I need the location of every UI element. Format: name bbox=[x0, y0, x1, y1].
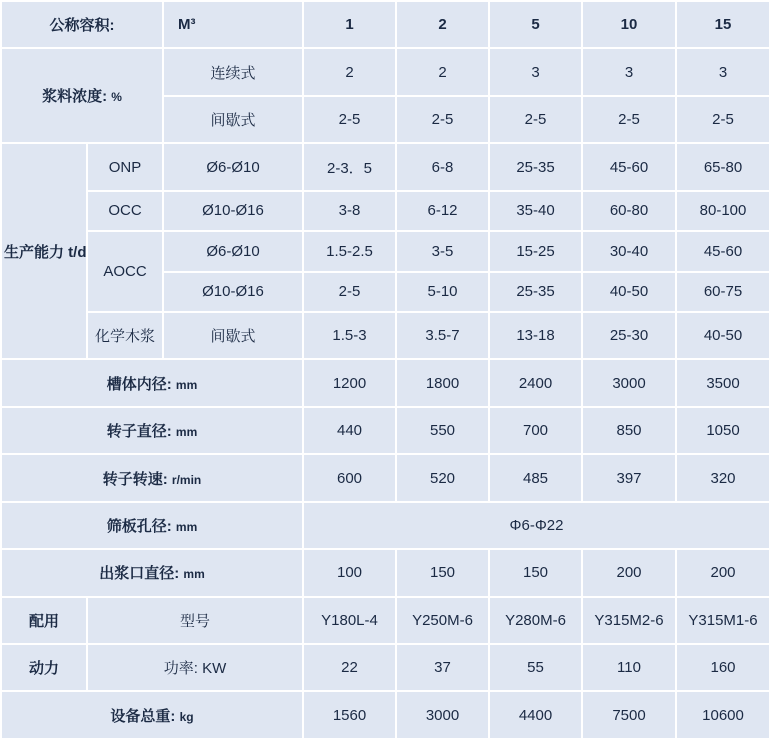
total-weight-v5: 10600 bbox=[676, 691, 769, 739]
pulp-consistency-batch-v1: 2-5 bbox=[303, 96, 396, 143]
capacity-aocc2-v4: 40-50 bbox=[582, 272, 676, 312]
capacity-chem-v5: 40-50 bbox=[676, 312, 769, 359]
capacity-aocc-spec-2: Ø10-Ø16 bbox=[163, 272, 303, 312]
capacity-occ-spec: Ø10-Ø16 bbox=[163, 191, 303, 231]
motor-model-v5: Y315M1-6 bbox=[676, 597, 769, 644]
pulp-outlet-diameter-label-text: 出浆口直径: bbox=[99, 565, 180, 583]
capacity-chem-v2: 3.5-7 bbox=[396, 312, 489, 359]
capacity-chemical-pulp-spec: 间歇式 bbox=[163, 312, 303, 359]
pulp-outlet-diameter-v5: 200 bbox=[676, 549, 769, 596]
capacity-onp-v2: 6-8 bbox=[396, 143, 489, 190]
header-col-15: 15 bbox=[676, 1, 769, 48]
total-weight-v2: 3000 bbox=[396, 691, 489, 739]
rotor-diameter-v3: 700 bbox=[489, 407, 582, 454]
capacity-aocc1-v1: 1.5-2.5 bbox=[303, 231, 396, 271]
rotor-diameter-v5: 1050 bbox=[676, 407, 769, 454]
capacity-onp-spec: Ø6-Ø10 bbox=[163, 143, 303, 190]
capacity-occ-label: OCC bbox=[87, 191, 163, 231]
rotor-speed-unit: r/min bbox=[171, 472, 202, 487]
capacity-chem-v3: 13-18 bbox=[489, 312, 582, 359]
pulp-consistency-label bbox=[1, 48, 163, 143]
pulp-consistency-continuous-label: 连续式 bbox=[163, 48, 303, 95]
table-row bbox=[1, 502, 769, 549]
pulp-consistency-unit: % bbox=[111, 90, 122, 105]
table-row bbox=[1, 48, 769, 95]
capacity-onp-v1: 2-3．5 bbox=[303, 143, 396, 190]
capacity-aocc1-v5: 45-60 bbox=[676, 231, 769, 271]
tank-inner-diameter-label bbox=[1, 359, 303, 406]
capacity-occ-v3: 35-40 bbox=[489, 191, 582, 231]
capacity-occ-v2: 6-12 bbox=[396, 191, 489, 231]
pulp-consistency-batch-v2: 2-5 bbox=[396, 96, 489, 143]
rotor-speed-label bbox=[1, 454, 303, 501]
table-row bbox=[1, 597, 769, 644]
total-weight-label-text: 设备总重: bbox=[110, 707, 176, 725]
rotor-diameter-v4: 850 bbox=[582, 407, 676, 454]
capacity-aocc2-v3: 25-35 bbox=[489, 272, 582, 312]
pulp-outlet-diameter-v1: 100 bbox=[303, 549, 396, 596]
capacity-onp-v4: 45-60 bbox=[582, 143, 676, 190]
header-col-2: 2 bbox=[396, 1, 489, 48]
production-capacity-label: 生产能力 t/d bbox=[1, 143, 87, 359]
capacity-onp-v3: 25-35 bbox=[489, 143, 582, 190]
table-row bbox=[1, 691, 769, 739]
screen-hole-diameter-unit: mm bbox=[175, 519, 198, 534]
rotor-speed-v5: 320 bbox=[676, 454, 769, 501]
total-weight-v4: 7500 bbox=[582, 691, 676, 739]
rotor-diameter-v2: 550 bbox=[396, 407, 489, 454]
motor-label-top: 配用 bbox=[1, 597, 87, 644]
motor-label-bottom: 动力 bbox=[1, 644, 87, 691]
pulp-consistency-batch-v5: 2-5 bbox=[676, 96, 769, 143]
capacity-onp-label: ONP bbox=[87, 143, 163, 190]
pulp-consistency-continuous-v5: 3 bbox=[676, 48, 769, 95]
pulp-consistency-continuous-v1: 2 bbox=[303, 48, 396, 95]
table-row bbox=[1, 312, 769, 359]
rotor-speed-v2: 520 bbox=[396, 454, 489, 501]
rotor-diameter-v1: 440 bbox=[303, 407, 396, 454]
total-weight-v1: 1560 bbox=[303, 691, 396, 739]
table-row bbox=[1, 191, 769, 231]
motor-power-v1: 22 bbox=[303, 644, 396, 691]
table-row bbox=[1, 407, 769, 454]
pulp-consistency-continuous-v4: 3 bbox=[582, 48, 676, 95]
pulp-consistency-batch-v3: 2-5 bbox=[489, 96, 582, 143]
table-header-row bbox=[1, 1, 769, 48]
motor-model-v4: Y315M2-6 bbox=[582, 597, 676, 644]
motor-model-label: 型号 bbox=[87, 597, 303, 644]
motor-power-v2: 37 bbox=[396, 644, 489, 691]
rotor-speed-label-text: 转子转速: bbox=[102, 470, 168, 488]
capacity-occ-v1: 3-8 bbox=[303, 191, 396, 231]
header-col-10: 10 bbox=[582, 1, 676, 48]
pulp-outlet-diameter-v4: 200 bbox=[582, 549, 676, 596]
rotor-diameter-label-text: 转子直径: bbox=[106, 423, 172, 441]
table-row bbox=[1, 644, 769, 691]
screen-hole-diameter-label-text: 筛板孔径: bbox=[106, 517, 172, 535]
tank-inner-diameter-label-text: 槽体内径: bbox=[106, 375, 172, 393]
motor-power-label: 功率: KW bbox=[87, 644, 303, 691]
capacity-aocc1-v2: 3-5 bbox=[396, 231, 489, 271]
header-col-5: 5 bbox=[489, 1, 582, 48]
pulp-outlet-diameter-v3: 150 bbox=[489, 549, 582, 596]
rotor-diameter-label bbox=[1, 407, 303, 454]
total-weight-v3: 4400 bbox=[489, 691, 582, 739]
pulp-consistency-label-text: 浆料浓度: bbox=[42, 88, 108, 106]
capacity-aocc1-v4: 30-40 bbox=[582, 231, 676, 271]
motor-model-v3: Y280M-6 bbox=[489, 597, 582, 644]
motor-power-v5: 160 bbox=[676, 644, 769, 691]
header-unit: M³ bbox=[163, 1, 303, 48]
screen-hole-diameter-label bbox=[1, 502, 303, 549]
rotor-speed-v4: 397 bbox=[582, 454, 676, 501]
capacity-aocc2-v1: 2-5 bbox=[303, 272, 396, 312]
table-row bbox=[1, 549, 769, 596]
table-row bbox=[1, 359, 769, 406]
pulp-outlet-diameter-v2: 150 bbox=[396, 549, 489, 596]
pulp-consistency-batch-label: 间歇式 bbox=[163, 96, 303, 143]
rotor-speed-v1: 600 bbox=[303, 454, 396, 501]
pulp-consistency-continuous-v3: 3 bbox=[489, 48, 582, 95]
header-col-1: 1 bbox=[303, 1, 396, 48]
capacity-aocc-label: AOCC bbox=[87, 231, 163, 312]
motor-model-v1: Y180L-4 bbox=[303, 597, 396, 644]
table-row bbox=[1, 454, 769, 501]
pulp-outlet-diameter-label bbox=[1, 549, 303, 596]
capacity-chem-v1: 1.5-3 bbox=[303, 312, 396, 359]
header-label: 公称容积: bbox=[1, 1, 163, 48]
tank-inner-diameter-v4: 3000 bbox=[582, 359, 676, 406]
pulp-consistency-batch-v4: 2-5 bbox=[582, 96, 676, 143]
motor-power-v3: 55 bbox=[489, 644, 582, 691]
total-weight-label bbox=[1, 691, 303, 739]
pulp-outlet-diameter-unit: mm bbox=[183, 567, 205, 582]
screen-hole-diameter-value: Φ6-Φ22 bbox=[303, 502, 769, 549]
rotor-diameter-unit: mm bbox=[175, 425, 198, 440]
capacity-onp-v5: 65-80 bbox=[676, 143, 769, 190]
rotor-speed-v3: 485 bbox=[489, 454, 582, 501]
capacity-occ-v4: 60-80 bbox=[582, 191, 676, 231]
capacity-chem-v4: 25-30 bbox=[582, 312, 676, 359]
capacity-occ-v5: 80-100 bbox=[676, 191, 769, 231]
capacity-aocc-spec-1: Ø6-Ø10 bbox=[163, 231, 303, 271]
motor-power-v4: 110 bbox=[582, 644, 676, 691]
pulp-consistency-continuous-v2: 2 bbox=[396, 48, 489, 95]
table-row bbox=[1, 231, 769, 271]
capacity-chemical-pulp-label: 化学木浆 bbox=[87, 312, 163, 359]
tank-inner-diameter-v1: 1200 bbox=[303, 359, 396, 406]
total-weight-unit: kg bbox=[179, 709, 194, 724]
capacity-aocc1-v3: 15-25 bbox=[489, 231, 582, 271]
capacity-aocc2-v2: 5-10 bbox=[396, 272, 489, 312]
tank-inner-diameter-v5: 3500 bbox=[676, 359, 769, 406]
capacity-aocc2-v5: 60-75 bbox=[676, 272, 769, 312]
table-row bbox=[1, 143, 769, 190]
tank-inner-diameter-v3: 2400 bbox=[489, 359, 582, 406]
tank-inner-diameter-unit: mm bbox=[175, 377, 198, 392]
tank-inner-diameter-v2: 1800 bbox=[396, 359, 489, 406]
motor-model-v2: Y250M-6 bbox=[396, 597, 489, 644]
